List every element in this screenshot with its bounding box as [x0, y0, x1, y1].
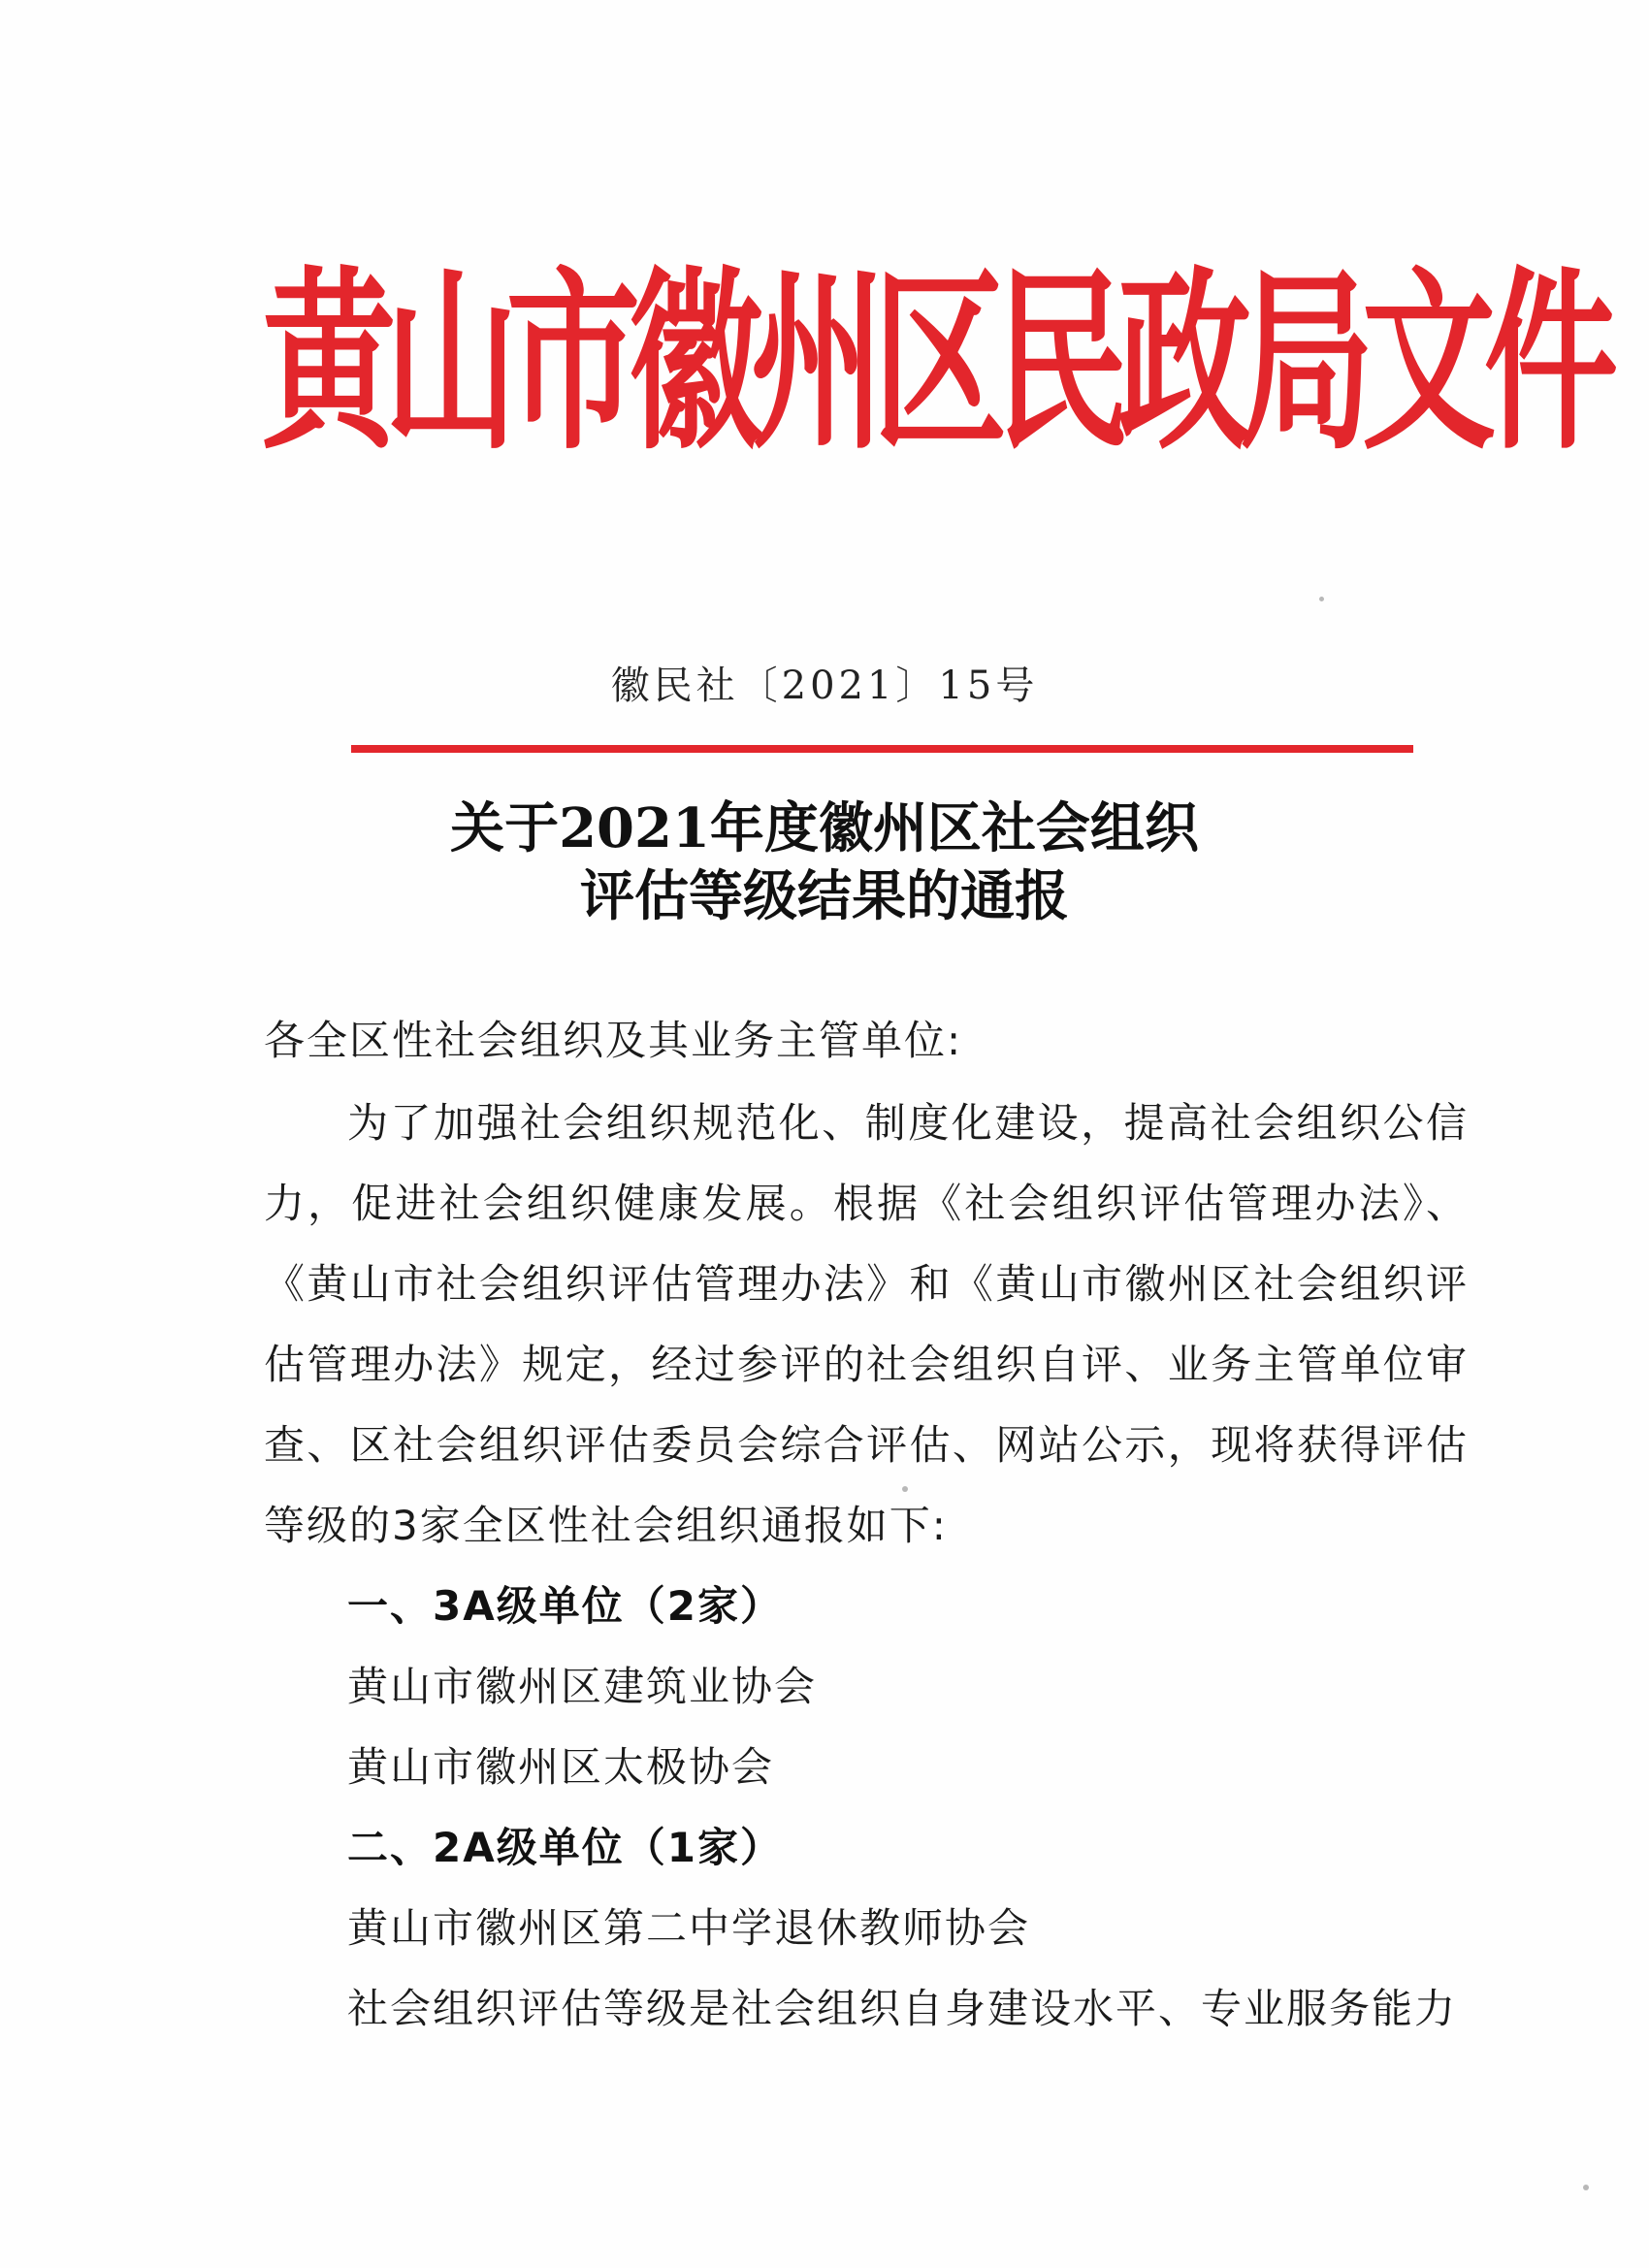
- paragraph-line: 《黄山市社会组织评估管理办法》和《黄山市徽州区社会组织评: [264, 1260, 1467, 1308]
- paragraph-line: 力，促进社会组织健康发展。根据《社会组织评估管理办法》、: [264, 1180, 1467, 1227]
- paragraph-line: 等级的3家全区性社会组织通报如下:: [264, 1502, 948, 1549]
- section-heading-2a: 二、2A级单位（1家）: [347, 1824, 783, 1871]
- scan-speck: [1319, 597, 1324, 601]
- red-divider-rule: [351, 745, 1413, 753]
- paragraph-line: 估管理办法》规定，经过参评的社会组织自评、业务主管单位审: [264, 1341, 1467, 1388]
- paragraph-line: 为了加强社会组织规范化、制度化建设，提高社会组织公信: [347, 1099, 1467, 1147]
- document-number: 徽民社〔2021〕15号: [610, 664, 1039, 708]
- masthead-title: 黄山市徽州区民政局文件: [262, 249, 1607, 476]
- notice-title-line-1: 关于2021年度徽州区社会组织: [450, 796, 1199, 860]
- organization-item: 黄山市徽州区太极协会: [347, 1743, 775, 1791]
- section-heading-3a: 一、3A级单位（2家）: [347, 1582, 783, 1630]
- closing-paragraph-line: 社会组织评估等级是社会组织自身建设水平、专业服务能力: [347, 1985, 1458, 2032]
- organization-item: 黄山市徽州区第二中学退休教师协会: [347, 1904, 1031, 1952]
- notice-title-line-2: 评估等级结果的通报: [580, 864, 1069, 928]
- paragraph-line: 查、区社会组织评估委员会综合评估、网站公示，现将获得评估: [264, 1421, 1467, 1469]
- organization-item: 黄山市徽州区建筑业协会: [347, 1663, 818, 1710]
- scan-speck: [1583, 2185, 1589, 2190]
- scan-speck: [902, 1486, 908, 1492]
- salutation: 各全区性社会组织及其业务主管单位:: [264, 1017, 963, 1064]
